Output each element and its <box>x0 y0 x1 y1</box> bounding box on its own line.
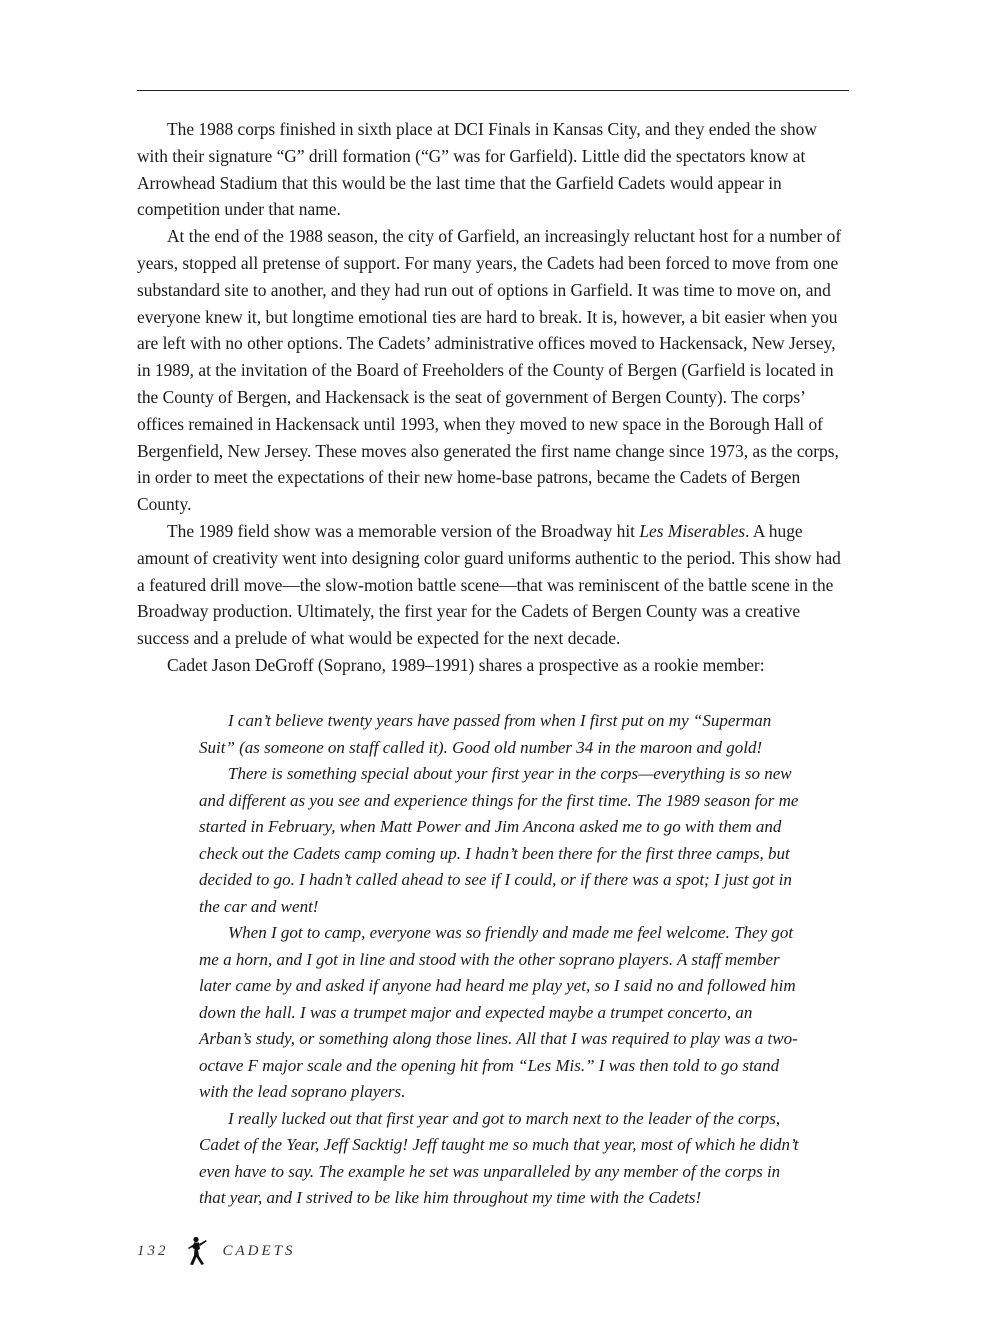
cadet-figure-icon <box>183 1236 209 1266</box>
paragraph <box>137 518 849 652</box>
paragraph-text: . A huge amount of creativity went into designing color guard uniforms authentic to the period. This show had a featured drill move—the slow-motion battle scene—that was reminiscent of the battle scene in the Broadway production. Ultimately, the first year for the Cadets of Bergen County was a creative success and a prelude of what would be expected for the next decade. <box>137 520 841 649</box>
show-title: Les Miserables <box>639 520 746 541</box>
running-title: CADETS <box>222 1242 296 1259</box>
page-footer <box>137 1236 296 1266</box>
quote-paragraph: When I got to camp, everyone was so friendly and made me feel welcome. They got me a horn, and I got in line and stood with the other soprano players. A staff member later came by and asked if anyone had heard me play yet, so I said no and followed him down the hall. I was a trumpet major and expected maybe a trumpet concerto, an Arban’s study, or something along those lines. All that I was required to play was a two-octave F major scale and the opening hit from “Les Mis.” I was then told to go stand with the lead soprano players. <box>199 923 798 1101</box>
paragraph-text: The 1989 field show was a memorable version of the Broadway hit <box>167 520 640 541</box>
page-number: 132 <box>137 1242 169 1259</box>
quote-paragraph: There is something special about your first year in the corps—everything is so new and different as you see and experience things for the first time. The 1989 season for me started in February, when Matt Power and Jim Ancona asked me to go with them and check out the Cadets camp coming up. I hadn’t been there for the first three camps, but decided to go. I hadn’t called ahead to see if I could, or if there was a spot; I just got in the car and went! <box>199 764 799 916</box>
quote-paragraph: I can’t believe twenty years have passed from when I first put on my “Superman Suit” (as someone on staff called it). Good old number 34 in the maroon and gold! <box>199 711 772 757</box>
paragraph: The 1988 corps finished in sixth place at DCI Finals in Kansas City, and they ended the show with their signature “G” drill formation (“G” was for Garfield). Little did the spectators know at Arrowhead Stadium that this would be the last time that the Garfield Cadets would appear in competition under that name. <box>137 119 817 220</box>
body-text <box>137 116 849 679</box>
quote-paragraph: I really lucked out that first year and got to march next to the leader of the corps, Cadet of the Year, Jeff Sacktig! Jeff taught me so much that year, most of which he didn’t even have to say. The example he set was unparalleled by any member of the corps in that year, and I strived to be like him throughout my time with the Cadets! <box>199 1108 799 1207</box>
paragraph: Cadet Jason DeGroff (Soprano, 1989–1991) shares a prospective as a rookie member: <box>167 654 765 675</box>
block-quote <box>199 708 799 1212</box>
paragraph: At the end of the 1988 season, the city of Garfield, an increasingly reluctant host for a number of years, stopped all pretense of support. For many years, the Cadets had been forced to move from one substandard site to another, and they had run out of options in Garfield. It was time to move on, and everyone knew it, but longtime emotional ties are hard to break. It is, however, a bit easier when you are left with no other options. The Cadets’ administrative offices moved to Hackensack, New Jersey, in 1989, at the invitation of the Board of Freeholders of the County of Bergen (Garfield is located in the County of Bergen, and Hackensack is the seat of government of Bergen County). The corps’ offices remained in Hackensack until 1993, when they moved to new space in the Borough Hall of Bergenfield, New Jersey. These moves also generated the first name change since 1973, as the corps, in order to meet the expectations of their new home-base patrons, became the Cadets of Bergen County. <box>137 226 842 515</box>
header-rule <box>137 90 849 91</box>
